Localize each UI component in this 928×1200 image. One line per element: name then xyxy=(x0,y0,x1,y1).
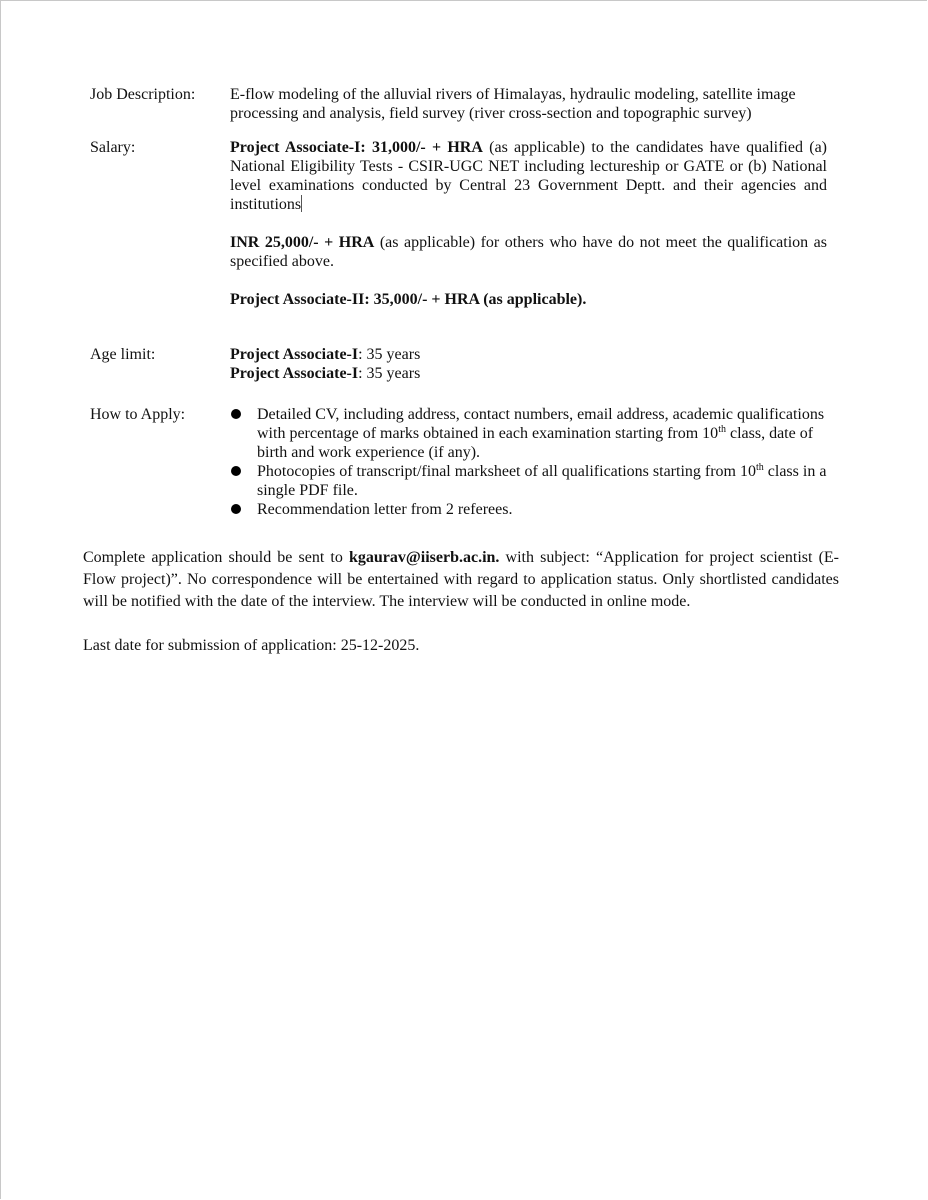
list-item xyxy=(230,405,827,462)
bullet-icon xyxy=(231,466,241,476)
submission-text: Complete application should be sent to xyxy=(83,549,349,566)
age-limit-years: : 35 years xyxy=(358,365,421,382)
job-description-label: Job Description: xyxy=(90,86,196,103)
ordinal-suffix: th xyxy=(718,424,726,435)
age-limit-values xyxy=(230,345,827,383)
apply-item-text: class in a single PDF file. xyxy=(257,463,827,499)
age-limit-position: Project Associate-I xyxy=(230,346,359,363)
salary-pa2-paragraph xyxy=(230,290,827,309)
ordinal-suffix: th xyxy=(755,462,764,473)
age-limit-years: : 35 years xyxy=(358,346,421,363)
age-limit-line xyxy=(230,364,827,383)
salary-inr-paragraph xyxy=(230,233,827,271)
age-limit-label: Age limit: xyxy=(90,346,156,363)
salary-label: Salary: xyxy=(90,139,136,156)
job-description-text: E-flow modeling of the alluvial rivers of Himalayas, hydraulic modeling, satellite image processing and analysis, field survey (river cross-section and topographic survey) xyxy=(230,86,796,122)
salary-pa1-text: (as applicable) to the candidates have qualified (a) National Eligibility Tests - CSIR-UGC NET including lectureship or GATE or (b) National level examinations conducted by Central 23 Government Deptt. and their agencies and institutions xyxy=(230,139,827,213)
apply-item-text: Photocopies of transcript/final marksheet of all qualifications starting from 10 xyxy=(257,463,756,480)
salary-inr-text: (as applicable) for others who have do not meet the qualification as specified above. xyxy=(230,234,828,270)
bullet-icon xyxy=(231,504,241,514)
apply-item-text: Detailed CV, including address, contact numbers, email address, academic qualifications with percentage of marks obtained in each examination starting from 10 xyxy=(257,406,825,442)
salary-pa2-amount: Project Associate-II: 35,000/- + HRA (as applicable). xyxy=(230,291,587,308)
submission-paragraph xyxy=(83,547,839,613)
salary-inr-amount: INR 25,000/- + HRA xyxy=(230,234,375,251)
contact-email: kgaurav@iiserb.ac.in. xyxy=(348,549,500,566)
list-item xyxy=(230,462,827,500)
how-to-apply-list-wrap xyxy=(230,405,827,519)
list-item xyxy=(230,500,827,519)
bullet-icon xyxy=(231,409,241,419)
submission-text: with subject: “Application for project scientist (E-Flow project)”. No correspondence will be entertained with regard to application status. Only shortlisted candidates will be notified with the date of the interview. The interview will be conducted in online mode. xyxy=(83,549,840,610)
how-to-apply-list xyxy=(230,405,827,519)
how-to-apply-label: How to Apply: xyxy=(90,406,186,423)
salary-pa1-paragraph xyxy=(230,138,827,214)
salary-details xyxy=(230,138,827,309)
age-limit-position: Project Associate-I xyxy=(230,365,359,382)
text-cursor xyxy=(301,195,302,212)
salary-pa1-amount: Project Associate-I: 31,000/- + HRA xyxy=(230,139,483,156)
last-date-line: Last date for submission of application: 25-12-2025. xyxy=(83,637,420,654)
apply-item-text: Recommendation letter from 2 referees. xyxy=(257,501,513,518)
apply-item-text: class, date of birth and work experience (if any). xyxy=(257,425,814,461)
age-limit-line xyxy=(230,345,827,364)
